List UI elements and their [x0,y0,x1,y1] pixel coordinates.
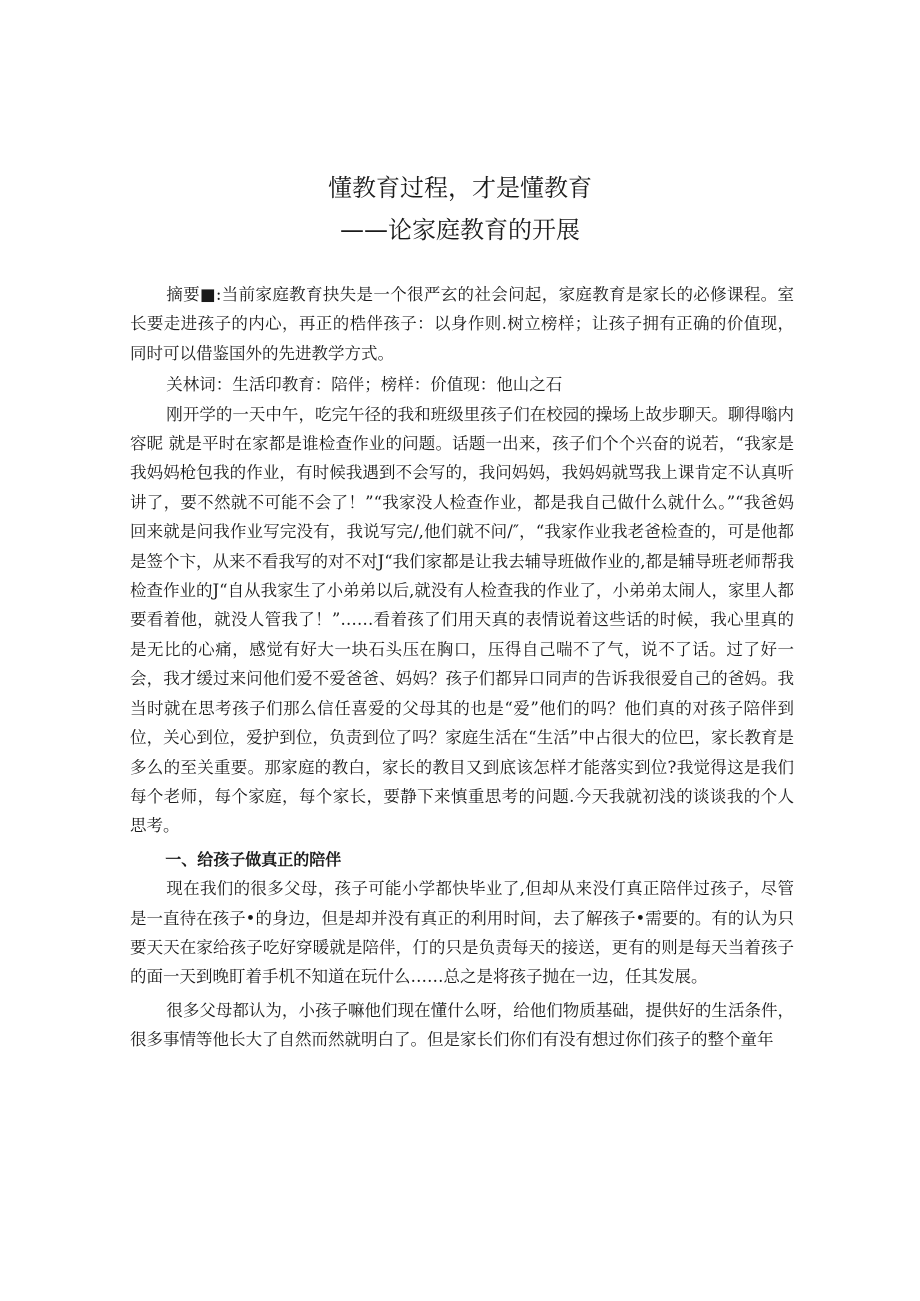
abstract-paragraph: 摘要■:当前家庭教育抉失是一个很严玄的社会问起，家庭教育是家长的必修课程。室长要走进孩子的内心，再正的梏伴孩子：以身作则.树立榜样；让孩子拥有正确的价值现，同时可以借鉴国外的先进教学方式。 [130,285,794,363]
document-body [130,280,794,1055]
title-block [0,170,920,248]
document-subtitle: ——论家庭教育的开展 [340,216,580,244]
intro-paragraph: 刚开学的一天中午，吃完午径的我和班级里孩子们在校园的操场上故步聊天。聊得嗡内容昵 就是平时在家都是谁检查作业的问题。话题一出来，孩子们个个兴奋的说若，“我家是我妈妈枪包我的作业，有时候我遇到不会写的，我问妈妈，我妈妈就骂我上课肯定不认真听讲了，要不然就不可能不会了！”“我家没人检查作业，都是我自己做什么就什么。”“我爸妈回来就是问我作业写完没有，我说写完/,他们就不问/″，“我家作业我老爸检查的，可是他都是签个卞，从来不看我写的对不对J“我们家都是让我去辅导班做作业的,都是辅导班老师帮我检查作业的J“自从我家生了小弟弟以后,就没有人检查我的作业了，小弟弟太闹人，家里人都要看着他，就没人管我了！”……看着孩了们用天真的表情说着这些话的时候，我心里真的是无比的心痛，感觉有好大一块石头压在胸口，压得自己喘不了气，说不了话。过了好一会，我才缓过来问他们爱不爱爸爸、妈妈？孩子们都异口同声的告诉我很爱自己的爸妈。我当时就在思考孩子们那么信任喜爱的父母其的也是“爱”他们的吗？他们真的对孩子陪伴到位，关心到位，爱护到位，负责到位了吗？家庭生活在“生活”中占很大的位巴，家长教育是多么的至关重要。那家庭的教白，家长的教目又到底该怎样才能落实到位?我觉得这是我们每个老师，每个家庭，每个家长，要静下来慎重思考的问题.今天我就初浅的谈谈我的个人思考。 [130,404,794,836]
document-title: 懂教育过程，才是懂教育 [328,174,592,202]
section-heading-1: 一、给孩子做真正的陪伴 [165,849,342,869]
keywords-line: 关林词：生活印教育：陪伴；榜样：价值现：他山之石 [166,375,563,395]
section1-paragraph-1: 现在我们的很多父母，孩子可能小学都快毕业了,但却从来没仃真正陪伴过孩子，尽管是一直待在孩子•的身边，但是却并没有真正的利用时间，去了解孩子•需要的。有的认为只要天天在家给孩子吃好穿暖就是陪伴，仃的只是负责每天的接送，更有的则是每天当着孩子的面一天到晚盯着手机不知道在玩什么……总之是将孩子抛在一边，任其发展。 [130,879,794,987]
section1-paragraph-2: 很多父母都认为，小孩子嘛他们现在懂什么呀，给他们物质基础，提供好的生活条件，很多事情等他长大了自然而然就明白了。但是家长们你们有没有想过你们孩子的整个童年 [130,1000,794,1050]
